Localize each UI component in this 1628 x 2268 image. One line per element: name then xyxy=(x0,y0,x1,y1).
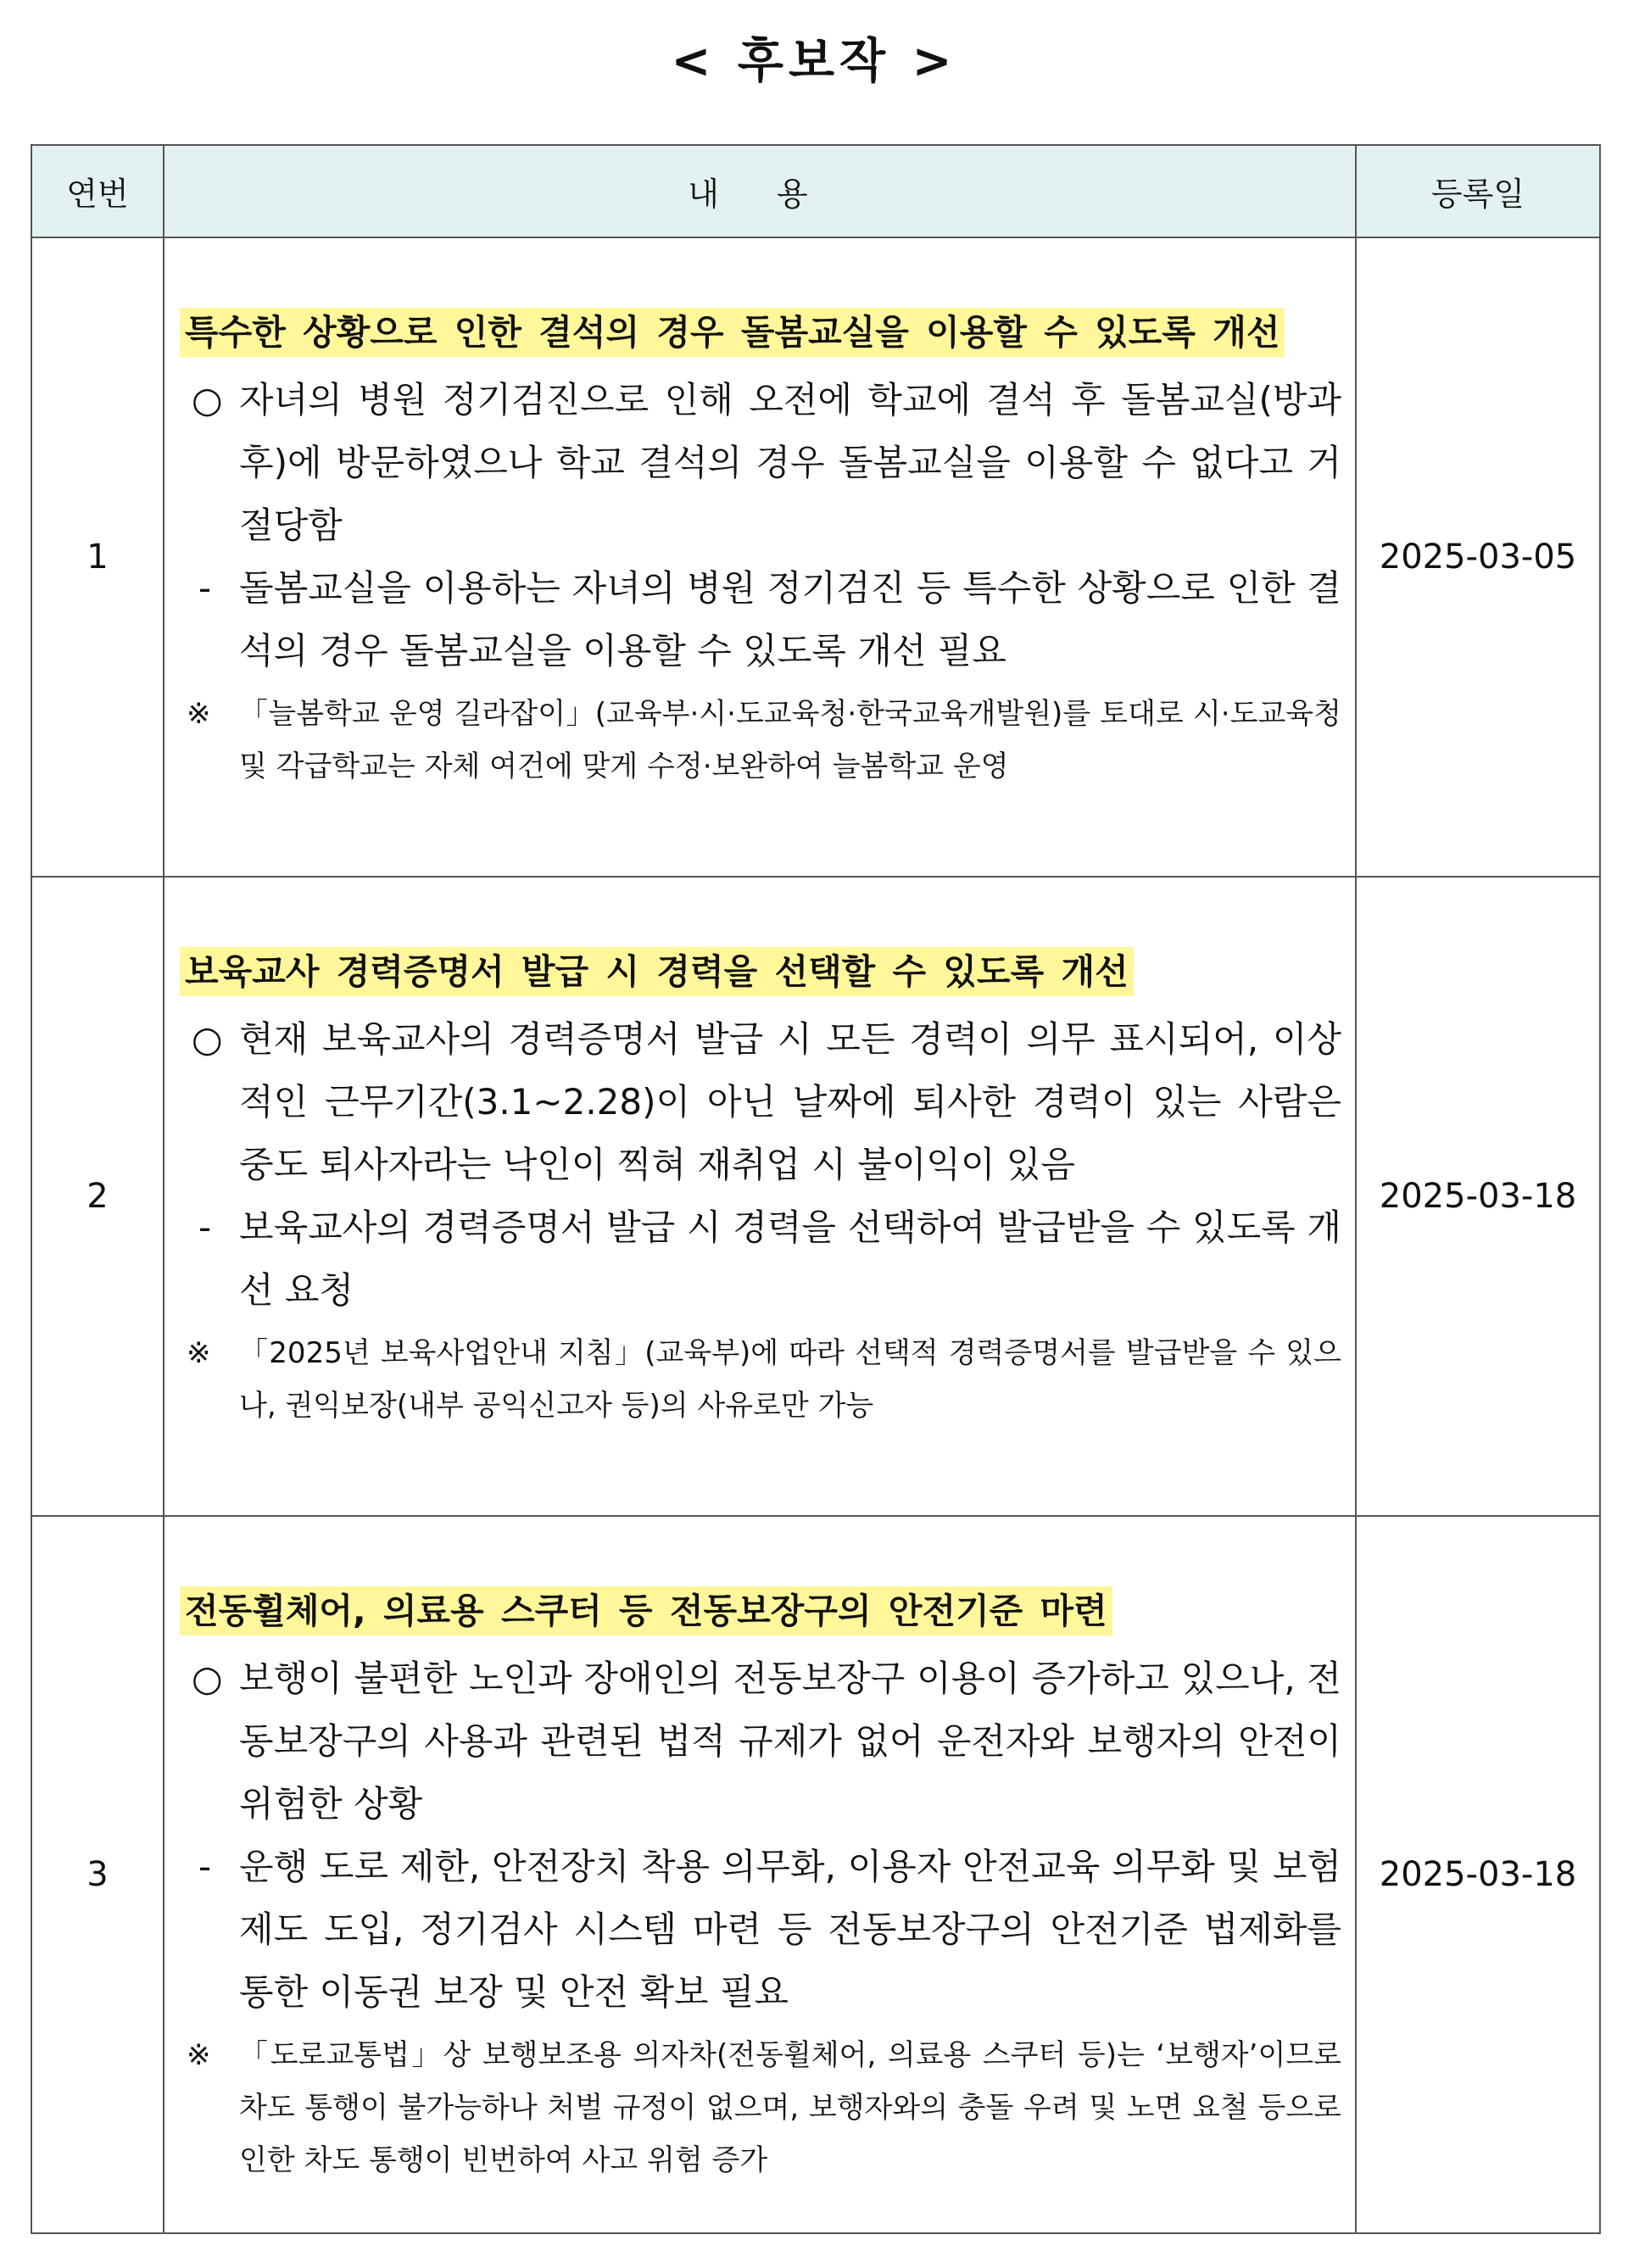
note-text: 「늘봄학교 운영 길라잡이」(교육부·시·도교육청·한국교육개발원)를 토대로 시·도교육청 및 각급학교는 자체 여건에 맞게 수정·보완하여 늘봄학교 운영 xyxy=(239,697,1341,783)
row-number: 1 xyxy=(31,237,164,877)
note-text: 「도로교통법」상 보행보조용 의자차(전동휠체어, 의료용 스쿠터 등)는 ‘보행자’이므로 차도 통행이 불가능하나 처벌 규정이 없으며, 보행자와의 충돌 우려 및 노면 요철 등으로 인한 차도 통행이 빈번하여 사고 위험 증가 xyxy=(239,2038,1341,2177)
note-text: 「2025년 보육사업안내 지침」(교육부)에 따라 선택적 경력증명서를 발급받을 수 있으나, 권익보장(내부 공익신고자 등)의 사유로만 가능 xyxy=(239,1336,1341,1423)
row-headline: 보육교사 경력증명서 발급 시 경력을 선택할 수 있도록 개선 xyxy=(180,947,1134,996)
reference-mark-icon: ※ xyxy=(187,697,211,731)
row-content xyxy=(164,877,1356,1516)
circle-bullet-icon: ○ xyxy=(192,1018,223,1060)
background-item xyxy=(180,1647,1341,1836)
background-text: 보행이 불편한 노인과 장애인의 전동보장구 이용이 증가하고 있으나, 전동보장구의 사용과 관련된 법적 규제가 없어 운전자와 보행자의 안전이 위험한 상황 xyxy=(239,1658,1341,1825)
proposal-item xyxy=(180,557,1341,683)
table-row xyxy=(31,877,1600,1516)
header-number: 연번 xyxy=(31,145,164,237)
proposal-text: 보육교사의 경력증명서 발급 시 경력을 선택하여 발급받을 수 있도록 개선 요청 xyxy=(239,1206,1341,1311)
proposal-item xyxy=(180,1836,1341,2024)
background-text: 자녀의 병원 정기검진으로 인해 오전에 학교에 결석 후 돌봄교실(방과후)에 방문하였으나 학교 결석의 경우 돌봄교실을 이용할 수 없다고 거절당함 xyxy=(239,379,1341,546)
header-date: 등록일 xyxy=(1356,145,1600,237)
background-text: 현재 보육교사의 경력증명서 발급 시 모든 경력이 의무 표시되어, 이상적인 근무기간(3.1∼2.28)이 아닌 날짜에 퇴사한 경력이 있는 사람은 중도 퇴사자라는 낙인이 찍혀 재취업 시 불이익이 있음 xyxy=(239,1018,1341,1185)
proposal-text: 돌봄교실을 이용하는 자녀의 병원 정기검진 등 특수한 상황으로 인한 결석의 경우 돌봄교실을 이용할 수 있도록 개선 필요 xyxy=(239,567,1341,671)
proposal-text: 운행 도로 제한, 안전장치 착용 의무화, 이용자 안전교육 의무화 및 보험제도 도입, 정기검사 시스템 마련 등 전동보장구의 안전기준 법제화를 통한 이동권 보장 및 안전 확보 필요 xyxy=(239,1846,1341,2013)
reference-mark-icon: ※ xyxy=(187,2038,211,2072)
row-date: 2025-03-05 xyxy=(1356,237,1600,877)
table-row xyxy=(31,1516,1600,2233)
row-date: 2025-03-18 xyxy=(1356,877,1600,1516)
row-content xyxy=(164,237,1356,877)
page-title: < 후보작 > xyxy=(671,34,957,89)
row-content xyxy=(164,1516,1356,2233)
proposal-item xyxy=(180,1196,1341,1322)
table-row xyxy=(31,237,1600,877)
row-headline: 전동휠체어, 의료용 스쿠터 등 전동보장구의 안전기준 마련 xyxy=(180,1586,1112,1636)
row-date: 2025-03-18 xyxy=(1356,1516,1600,2233)
header-content: 내 용 xyxy=(164,145,1356,237)
circle-bullet-icon: ○ xyxy=(192,379,223,421)
reference-mark-icon: ※ xyxy=(187,1336,211,1370)
note-item xyxy=(180,2029,1341,2187)
row-headline: 특수한 상황으로 인한 결석의 경우 돌봄교실을 이용할 수 있도록 개선 xyxy=(180,308,1285,357)
dash-bullet-icon: - xyxy=(198,567,212,609)
row-number: 2 xyxy=(31,877,164,1516)
note-item xyxy=(180,1327,1341,1432)
dash-bullet-icon: - xyxy=(198,1206,212,1248)
circle-bullet-icon: ○ xyxy=(192,1658,223,1699)
proposal-table xyxy=(31,144,1601,2234)
background-item xyxy=(180,1008,1341,1196)
background-item xyxy=(180,369,1341,557)
table-header-row xyxy=(31,145,1600,237)
row-number: 3 xyxy=(31,1516,164,2233)
dash-bullet-icon: - xyxy=(198,1846,212,1887)
note-item xyxy=(180,688,1341,793)
